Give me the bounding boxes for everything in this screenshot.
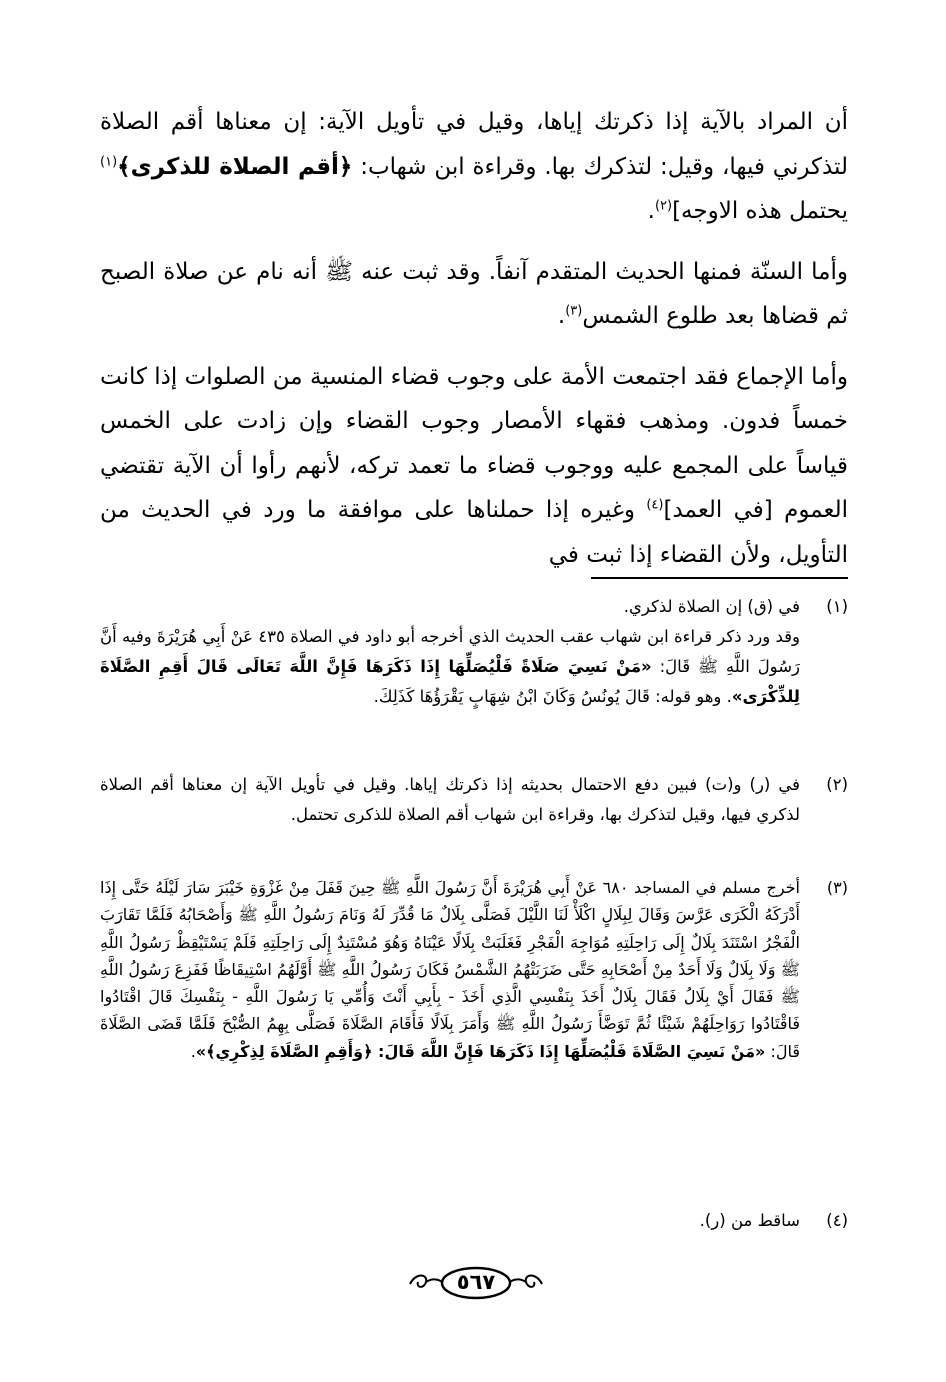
main-text (100, 100, 848, 593)
quran-quote: ﴿أقم الصلاة للذكرى﴾ (117, 153, 353, 180)
footnote-ref: (٢) (654, 198, 673, 214)
paragraph-3: وأما الإجماع فقد اجتمعت الأمة على وجوب قضاء المنسية من الصلوات إذا كانت خمساً فدون. ومذهب فقهاء الأمصار وجوب القضاء وإن زادت على الخمس قياساً على المجمع عليه ووجوب قضاء ما تعمد تركه، لأنهم رأوا أن الآية تقتضي العموم [في العمد]$^{(٤)}$ وغيره إذا حملناها على موافقة ما ورد في الحديث من التأويل، ولأن القضاء إذا ثبت في (100, 363, 848, 568)
footnote-4 (100, 1206, 848, 1236)
footnote-1 (100, 592, 848, 712)
footnote-2 (100, 770, 848, 830)
page-number-ornament (406, 1262, 546, 1302)
footnote-text: ساقط من (ر). (699, 1211, 800, 1230)
footnote-ref: (١) (100, 153, 118, 169)
footnote-number: (٣) (826, 878, 848, 897)
footnote-number: (٢) (826, 775, 848, 794)
paragraph-2: وأما السنّة فمنها الحديث المتقدم آنفاً. وقد ثبت عنه ﷺ أنه نام عن صلاة الصبح ثم قضاها بعد طلوع الشمس$^{(٣)}$. (100, 258, 848, 329)
footnote-separator (591, 577, 848, 579)
page-number: ٥٦٧ (456, 1270, 496, 1294)
footnote-3 (100, 874, 848, 1065)
footnote-number: (٤) (826, 1211, 848, 1230)
footnote-ref: (٤) (646, 497, 664, 513)
footnote-number: (١) (826, 597, 848, 616)
footnote-note: وقد ورد ذكر قراءة ابن شهاب عقب الحديث الذي أخرجه أبو داود في الصلاة ٤٣٥ عَنْ أَبِي هُرَيْرَةَ وفيه أَنَّ رَسُولَ اللَّهِ ﷺ قَالَ: «مَنْ نَسِيَ صَلَاةً فَلْيُصَلِّهَا إِذَا ذَكَرَهَا فَإِنَّ اللَّهَ تَعَالَى قَالَ أَقِمِ الصَّلَاةَ لِلذِّكْرَى». وهو قوله: قَالَ يُونُسُ وَكَانَ ابْنُ شِهَابٍ يَقْرَؤُهَا كَذَلِكَ. (100, 627, 801, 706)
hadith-quote: «مَنْ نَسِيَ الصَّلَاةَ فَلْيُصَلِّهَا إِذَا ذَكَرَهَا فَإِنَّ اللَّهَ قَالَ: ﴿وَأَقِمِ الصَّلَاةَ لِذِكْرِي﴾» (195, 1041, 766, 1061)
footnote-text: أخرج مسلم في المساجد ٦٨٠ عَنْ أَبِي هُرَيْرَةَ أَنَّ رَسُولَ اللَّهِ ﷺ حِينَ قَفَلَ مِنْ غَزْوَةِ خَيْبَرَ سَارَ لَيْلَهُ حَتَّى إِذَا أَدْرَكَهُ الْكَرَى عَرَّسَ وَقَالَ لِبِلَالٍ اكْلَأْ لَنَا اللَّيْلَ فَصَلَّى بِلَالٌ مَا قُدِّرَ لَهُ وَنَامَ رَسُولُ اللَّهِ ﷺ وَأَصْحَابُهُ فَلَمَّا تَقَارَبَ الْفَجْرُ اسْتَنَدَ بِلَالٌ إِلَى رَاحِلَتِهِ مُوَاجِهَ الْفَجْرِ فَغَلَبَتْ بِلَالًا عَيْنَاهُ وَهُوَ مُسْتَنِدٌ إِلَى رَاحِلَتِهِ فَلَمْ يَسْتَيْقِظْ رَسُولُ اللَّهِ ﷺ وَلَا بِلَالٌ وَلَا أَحَدٌ مِنْ أَصْحَابِهِ حَتَّى ضَرَبَتْهُمُ الشَّمْسُ فَكَانَ رَسُولُ اللَّهِ ﷺ أَوَّلَهُمُ اسْتِيقَاظًا فَفَزِعَ رَسُولُ اللَّهِ ﷺ فَقَالَ أَيْ بِلَالُ فَقَالَ بِلَالٌ أَخَذَ بِنَفْسِي الَّذِي أَخَذَ - بِأَبِي أَنْتَ وَأُمِّي يَا رَسُولَ اللَّهِ - بِنَفْسِكَ قَالَ اقْتَادُوا فَاقْتَادُوا رَوَاحِلَهُمْ شَيْئًا ثُمَّ تَوَضَّأَ رَسُولُ اللَّهِ ﷺ وَأَمَرَ بِلَالًا فَأَقَامَ الصَّلَاةَ فَصَلَّى بِهِمُ الصُّبْحَ فَلَمَّا قَضَى الصَّلَاةَ قَالَ: «مَنْ نَسِيَ الصَّلَاةَ فَلْيُصَلِّهَا إِذَا ذَكَرَهَا فَإِنَّ اللَّهَ قَالَ: ﴿وَأَقِمِ الصَّلَاةَ لِذِكْرِي﴾». (100, 878, 800, 1061)
footnote-ref: (٣) (565, 303, 583, 319)
footnote-text: في (ق) إن الصلاة لذكري. (623, 597, 800, 616)
paragraph-1: أن المراد بالآية إذا ذكرتك إياها، وقيل في تأويل الآية: إن معناها أقم الصلاة لتذكرني فيها، وقيل: لتذكرك بها. وقراءة ابن شهاب: ﴿أقم الصلاة للذكرى﴾$^{(١)}$ يحتمل هذه الاوجه]$^{(٢)}$. (100, 109, 849, 224)
hadith-quote: «مَنْ نَسِيَ صَلَاةً فَلْيُصَلِّهَا إِذَا ذَكَرَهَا فَإِنَّ اللَّهَ تَعَالَى قَالَ أَقِمِ الصَّلَاةَ لِلذِّكْرَى» (100, 657, 800, 706)
footnote-text: في (ر) و(ت) فبين دفع الاحتمال بحديثه إذا ذكرتك إياها. وقيل في تأويل الآية إن معناها أقم الصلاة لذكري فيها، وقيل لتذكرك بها، وقراءة ابن شهاب أقم الصلاة للذكرى تحتمل. (100, 775, 800, 824)
